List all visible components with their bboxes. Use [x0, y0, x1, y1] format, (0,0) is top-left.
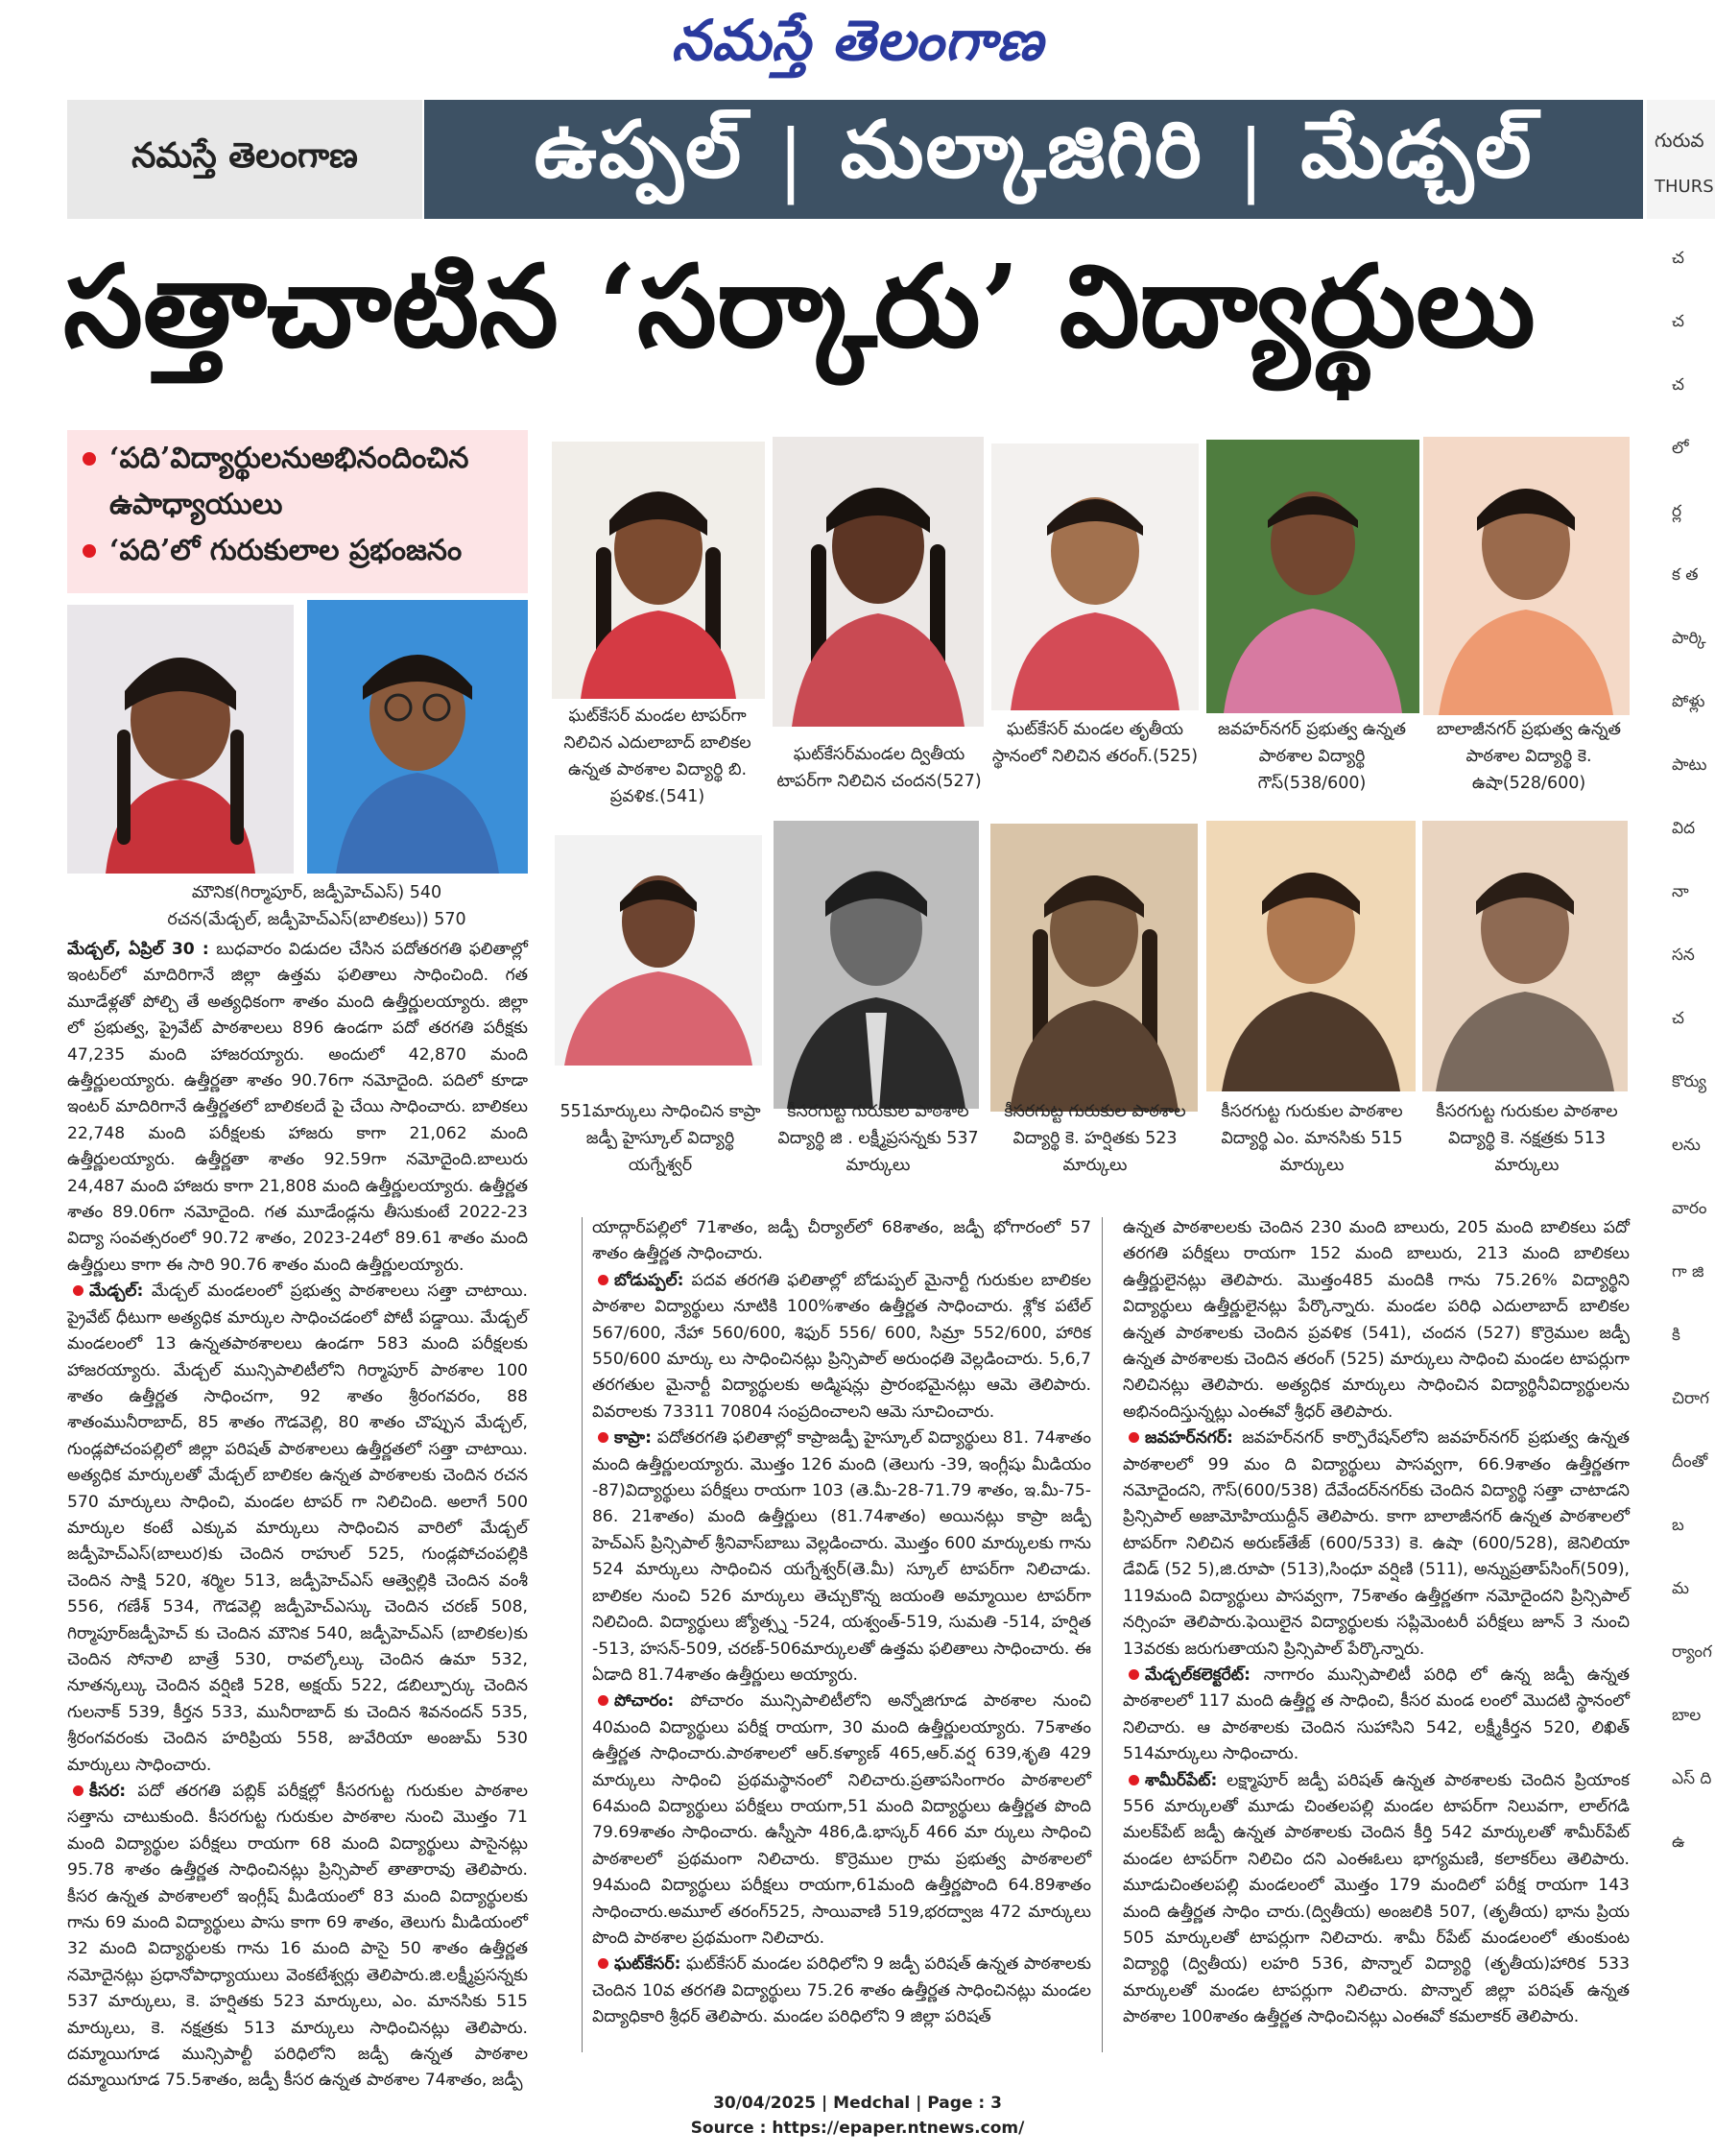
adjacent-page-fragment: విద [1672, 819, 1696, 838]
edition-date [1647, 100, 1715, 219]
adjacent-page-fragment: క త [1672, 565, 1699, 585]
article-dateline: మేడ్చల్, ఏప్రిల్ 30 : [67, 940, 209, 959]
article-paragraph [67, 1779, 528, 2095]
masthead [0, 0, 1715, 86]
student-photo-nakshatra [1422, 821, 1628, 1091]
bullet-icon [1129, 1432, 1139, 1443]
photo-caption: కీసరగుట్ట గురుకుల పాఠశాల విద్యార్థి జి . లక్ష్మీప్రసన్నకు 537 మార్కులు [777, 1102, 979, 1175]
edition-brand: నమస్తే తెలంగాణ [67, 100, 422, 219]
photo-caption: కీసరగుట్ట గురుకుల పాఠశాల విద్యార్థి ఎం. మానసికు 515 మార్కులు [1221, 1102, 1403, 1175]
article-text: ఉన్నత పాఠశాలలకు చెందిన 230 మంది బాలురు, 205 మంది బాలికలు పదో తరగతి పరీక్షలు రాయగా 152 మంది బాలురు, 213 మంది బాలికలు ఉత్తీర్ణులైనట్లు తెలిపారు. మొత్తం485 మందికి గాను 75.26% విద్యార్థిని విద్యార్థులు ఉత్తీర్ణులైనట్లు పేర్కొన్నారు. మండల పరిధి ఎదులాబాద్ బాలికల ఉన్నత పాఠశాలకు చెందిన ప్రవళిక (541), చందన (527) కొర్రెముల జడ్పీ ఉన్నత పాఠశాలకు చెందిన తరంగ్ (525) మార్కులు సాధించి మండల టాపర్లుగా నిలిచినట్లు తెలిపారు. అత్యధిక మార్కులు సాధించిన విద్యార్థినీవిద్యార్థులను అభినందిస్తున్నట్లు ఎంఈవో శ్రీధర్ తెలిపారు. [1123, 1218, 1630, 1422]
edition-area-uppal: ఉప్పల్ [534, 104, 744, 196]
bullet-icon [1129, 1775, 1139, 1785]
adjacent-page-fragment: కొర్యు [1672, 1072, 1707, 1091]
article-text: పదోతరగతి ఫలితాల్లో కాప్రాజడ్పీ హైస్కూల్ విద్యార్థులు 81. 74శాతం మంది ఉత్తీర్ణులయ్యారు. మొత్తం 126 మంది (తెలుగు -39, ఇంగ్లీషు మీడియం -87)విద్యార్థులు పరీక్షలు రాయగా 103 (తె.మీ-28-71.79 శాతం, ఇ.మీ-75-86. 21శాతం) మంది ఉత్తీర్ణులు (81.74శాతం) అయినట్లు కాప్రా జడ్పీ హెచ్ఎస్ ప్రిన్సిపాల్ శ్రీనివాస్‌బాబు వెల్లడించారు. మొత్తం 600 మార్కులకు గాను 524 మార్కులు సాధించిన యగ్నేశ్వర్(తె.మీ) స్కూల్ టాపర్‌గా నిలిచాడు. బాలికల నుంచి 526 మార్కులు తెచ్చుకొన్న జయంతి అమ్మాయిల టాపర్‌గా నిలిచింది. విద్యార్థులు జ్యోత్స్న -524, యశ్వంత్-519, సుమతి -514, హర్షిత -513, హసన్-509, చరణ్-506మార్కులతో ఉత్తమ ఫలితాలు సాధించారు. ఈ ఏడాది 81.74శాతం ఉత్తీర్ణులు అయ్యారు. [592, 1428, 1091, 1685]
footer-source: Source : https://epaper.ntnews.com/ [690, 2119, 1025, 2138]
adjacent-page-fragment: పాటు [1672, 755, 1707, 775]
bullet-icon [598, 1275, 608, 1285]
adjacent-page-fragment: బ [1672, 1516, 1684, 1535]
article-text: జవహర్‌నగర్ కార్పొరేషన్‌లోని జవహర్‌నగర్ ప్రభుత్వ ఉన్నత పాఠశాలలో 99 మం ది విద్యార్థులు పాసవ్వగా, 66.9శాతం ఉత్తీర్ణతగా నమోదైందని, గౌస్(600/538) దేవేందర్‌నగర్‌కు చెందిన విద్యార్థి సత్తా చాటాడని ప్రిన్సిపాల్ అజామోహియుద్దీన్ తెలిపారు. కాగా బాలాజీనగర్ ఉన్నత పాఠశాలలో టాపర్‌గా నిలిచిన అరుణ్‌తేజ్ (600/533) కె. ఉషా (600/528), జెనిలియా డేవిడ్ (52 5),జి.రూపా (513),సింధూ వర్షిణి (511), అన్నుప్రతాప్‌సింగ్(509), 119మంది విద్యార్థులు పాసవ్వగా, 75శాతం ఉత్తీర్ణతగా నమోదైందని ప్రిన్సిపాల్ నర్సింహ తెలిపారు.ఫెయిలైన విద్యార్థులకు సప్లిమెంటరీ పరీక్షలు జూన్ 3 నుంచి 13వరకు జరుగుతాయని ప్రిన్సిపాల్ పేర్కొన్నారు. [1123, 1428, 1630, 1659]
adjacent-page-fragment: ఎస్ ది [1672, 1769, 1712, 1788]
edition-separator: | [777, 113, 806, 205]
article-paragraph [1123, 1215, 1630, 1425]
article-paragraph [592, 1952, 1091, 2030]
adjacent-page-fragment: నా [1672, 882, 1689, 901]
photo-caption: ఘట్‌కేసర్ మండల తృతీయ స్థానంలో నిలిచిన తరంగ్.(525) [991, 720, 1199, 766]
adjacent-page-fragment: దీంతో [1672, 1452, 1708, 1472]
article-dateline: మేడ్చల్: [89, 1282, 144, 1302]
photo-caption [115, 879, 518, 933]
bullet-icon [83, 544, 96, 558]
adjacent-page-fragment: ర్ల [1672, 502, 1682, 521]
edition-area-malkajgiri: మల్కాజిగిరి [840, 104, 1203, 196]
photo-caption: 551మార్కులు సాధించిన కాప్రా జడ్పీ హైస్కూల్ విద్యార్థి యగ్నేశ్వర్ [560, 1102, 761, 1175]
bullet-icon [598, 1695, 608, 1706]
article-paragraph [67, 1279, 528, 1779]
photo-caption: ఘట్‌కేసర్‌మండల ద్వితీయ టాపర్‌గా నిలిచిన చందన(527) [776, 745, 982, 791]
edition-separator: | [1237, 113, 1267, 205]
edition-areas [424, 100, 1643, 219]
edition-date-english: THURS [1655, 177, 1714, 197]
adjacent-page-fragment: పోళ్లు [1672, 692, 1705, 711]
article-paragraph [1123, 1663, 1630, 1768]
adjacent-page-fragment: బాల [1672, 1706, 1702, 1725]
article-paragraph [67, 937, 528, 1279]
article-paragraph [592, 1268, 1091, 1425]
adjacent-page-fragment: గా జి [1672, 1262, 1704, 1282]
adjacent-page-fragment: ఉ [1672, 1833, 1685, 1852]
bullet-icon [598, 1958, 608, 1969]
bullet-icon [598, 1432, 608, 1443]
photo-caption: ఘట్‌కేసర్ మండల టాపర్‌గా నిలిచిన ఎదులాబాద్ బాలికల ఉన్నత పాఠశాల విద్యార్థి బి. ప్రవళిక.(541) [563, 707, 751, 806]
footer-page-info: 30/04/2025 | Medchal | Page : 3 [713, 2094, 1002, 2113]
headline: సత్తాచాటిన ‘సర్కారు’ విద్యార్థులు [63, 239, 1536, 372]
student-photo-tarang [991, 443, 1199, 710]
adjacent-page-text [1672, 227, 1715, 1874]
caption-line: రచన(మేడ్చల్, జడ్పీహెచ్ఎస్(బాలికలు)) 570 [167, 910, 466, 929]
article-column-2 [592, 1215, 1091, 2060]
adjacent-page-fragment: చ [1672, 312, 1684, 331]
article-text: పదవ తరగతి ఫలితాల్లో బోడుప్పల్ మైనార్టీ గురుకుల బాలికల పాఠశాల విద్యార్థులు నూటికి 100%శాతం ఉత్తీర్ణత సాధించారు. శ్లోక పటేల్ 567/600, నేహా 560/600, శిఫుర్ 556/ 600, సిమ్రా 552/600, హారిక 550/600 మార్కు లు సాధించినట్లు ప్రిన్సిపాల్ అరుంధతి వెల్లడించారు. 5,6,7 తరగతుల మైనార్టీ విద్యార్థులకు అడ్మిషన్లు ప్రారంభమైనట్లు ఆమె తెలిపారు. వివరాలకు 73311 70804 సంప్రదించాలని ఆమె సూచించారు. [592, 1270, 1091, 1422]
student-photo-lakshmiprasanna [774, 821, 979, 1109]
article-paragraph [592, 1689, 1091, 1952]
edition-date-telugu: గురువ [1655, 129, 1704, 152]
article-paragraph [592, 1215, 1091, 1268]
column-divider [582, 1217, 583, 2052]
photo-caption: కీసరగుట్ట గురుకుల పాఠశాల విద్యార్థి కె. హర్షితకు 523 మార్కులు [1004, 1102, 1186, 1175]
bullet-icon [1129, 1669, 1139, 1680]
adjacent-page-fragment: వారం [1672, 1199, 1707, 1218]
article-dateline: జవహర్‌నగర్: [1145, 1428, 1233, 1449]
caption-line: మౌనిక(గిర్మాపూర్, జడ్పీహెచ్ఎస్) 540 [191, 883, 442, 902]
student-photo-yagneshwar [555, 835, 762, 1066]
adjacent-page-fragment: చ [1672, 1009, 1684, 1028]
adjacent-page-fragment: సన [1672, 946, 1695, 965]
article-text: లక్ష్మాపూర్ జడ్పీ పరిషత్ ఉన్నత పాఠశాలకు చెందిన ప్రియాంక 556 మార్కులతో మూడు చింతలపల్లి మండల టాపర్‌గా నిలువగా, లాల్‌గడి మలక్‌పేట్ జడ్పీ ఉన్నత పాఠశాలకు చెందిన కీర్తి 542 మార్కులతో శామీర్‌పేట్ మండల టాపర్‌గా నిలిచిం దని ఎంఈఓలు భాగ్యమణి, కలాకర్‌లు తెలిపారు. మూడుచింతలపల్లి మండలంలో మొత్తం 179 మందిలో పరీక్ష రాయగా 143 మంది ఉత్తీర్ణత సాధిం చారు.(ద్వితీయ) అంజలికి 507, (తృతీయ) భాను ప్రియ 505 మార్కులతో టాపర్లుగా నిలిచారు. శామీ ర్‌పేట్ మండలంలో తుంకుంట విద్యార్థి (ద్వితీయ) లహరి 536, పొన్నాల్ విద్యార్థి (తృతీయ)హారిక 533 మార్కులతో మండల టాపర్లుగా నిలిచారు. పొన్నాల్ జిల్లా పరిషత్ ఉన్నత పాఠశాల 100శాతం ఉత్తీర్ణత సాధించినట్లు ఎంఈవో కమలాకర్ తెలిపారు. [1123, 1770, 1630, 2027]
article-column-3 [1123, 1215, 1630, 2060]
bullet-icon [73, 1285, 83, 1296]
article-dateline: పోచారం: [614, 1691, 675, 1712]
article-text: పదో తరగతి పబ్లిక్ పరీక్షల్లో కీసరగుట్ట గురుకుల పాఠశాల సత్తాను చాటుకుంది. కీసరగుట్ట గురుకుల పాఠశాల నుంచి మొత్తం 71 మంది విద్యార్థుల పరీక్షలు రాయగా 68 మంది విద్యార్థులు పాసైనట్లు 95.78 శాతం ఉత్తీర్ణత సాధించినట్లు ప్రిన్సిపాల్ తాతారావు తెలిపారు. కీసర ఉన్నత పాఠశాలలో ఇంగ్లీష్ మీడియంలో 83 మంది విద్యార్థులకు గాను 69 మంది విద్యార్థులు పాసు కాగా 69 శాతం, తెలుగు మీడియంలో 32 మంది విద్యార్థులకు గాను 16 మంది పాసై 50 శాతం ఉత్తీర్ణత నమోదైనట్లు ప్రధానోపాధ్యాయులు వెంకటేశ్వర్లు తెలిపారు.జి.లక్ష్మీప్రసన్నకు 537 మార్కులు, కె. హర్షితకు 523 మార్కులు, ఎం. మానసికు 515 మార్కులు, కె. నక్షత్రకు 513 మార్కులు సాధించినట్లు తెలిపారు. దమ్మాయిగూడ మున్సిపాల్టీ పరిధిలోని జడ్పీ ఉన్నత పాఠశాల దమ్మాయిగూడ 75.5శాతం, జడ్పీ కీసర ఉన్నత పాఠశాల 74శాతం, జడ్పీ [67, 1782, 528, 2091]
masthead-title: నమస్తే తెలంగాణ [671, 8, 1044, 73]
adjacent-page-fragment: లను [1672, 1136, 1701, 1155]
highlight-text: ‘పది’విద్యార్థులనుఅభినందించిన ఉపాధ్యాయులు [109, 442, 469, 521]
article-dateline: మేడ్చల్‌కలెక్టరేట్: [1145, 1665, 1251, 1685]
adjacent-page-fragment: చ [1672, 375, 1684, 395]
student-photo-harshitha [990, 824, 1198, 1112]
highlight-item [77, 436, 528, 528]
highlight-text: ‘పది’లో గురుకులాల ప్రభంజనం [109, 534, 463, 567]
edition-area-medchal: మేడ్చల్ [1300, 104, 1534, 196]
bullet-icon [83, 452, 96, 466]
article-text: నాగారం మున్సిపాలిటీ పరిధి లో ఉన్న జడ్పీ ఉన్నత పాఠశాలలో 117 మంది ఉత్తీర్ణ త సాధించి, కీసర మండ లంలో మొదటి స్థానంలో నిలిచారు. ఆ పాఠశాలకు చెందిన సుహాసిని 542, లక్ష్మీకీర్తన 520, లిఖిత్ 514మార్కులు సాధించారు. [1123, 1665, 1630, 1764]
highlight-item [77, 528, 528, 574]
article-text: ఘట్‌కేసర్ మండల పరిధిలోని 9 జడ్పీ పరిషత్ ఉన్నత పాఠశాలకు చెందిన 10వ తరగతి విద్యార్థులు 75.26 శాతం ఉత్తీర్ణత సాధించినట్లు మండల విద్యాధికారి శ్రీధర్ తెలిపారు. మండల పరిధిలోని 9 జిల్లా పరిషత్ [592, 1954, 1091, 2027]
adjacent-page-strip [1672, 227, 1715, 1916]
page-footer [0, 2091, 1715, 2141]
student-photo-rachana [307, 600, 528, 874]
student-photo-gous [1206, 440, 1419, 713]
adjacent-page-fragment: కి [1672, 1326, 1680, 1345]
photo-caption: జవహర్‌నగర్ ప్రభుత్వ ఉన్నత పాఠశాల విద్యార్థి గౌస్(538/600) [1218, 720, 1406, 793]
photo-caption: కీసరగుట్ట గురుకుల పాఠశాల విద్యార్థి కె. నక్షత్రకు 513 మార్కులు [1436, 1102, 1618, 1175]
adjacent-page-fragment: చ [1672, 249, 1684, 268]
article-text: మేడ్చల్ మండలంలో ప్రభుత్వ పాఠశాలలు సత్తా చాటాయి. ప్రైవేట్ ధీటుగా అత్యధిక మార్కుల సాధించడంలో పోటీ పడ్డాయి. మేడ్చల్ మండలంలో 13 ఉన్నతపాఠశాలలు ఉండగా 583 మంది పరీక్షలకు హాజరయ్యారు. మేడ్చల్ మున్సిపాలిటీలోని గిర్మాపూర్ పాఠశాల 100 శాతం ఉత్తీర్ణత సాధించగా, 92 శాతం శ్రీరంగవరం, 88 శాతంమునీరాబాద్, 85 శాతం గౌడవెల్లి, 80 శాతం చొప్పున మేడ్చల్, గుండ్లపోచంపల్లిలో జిల్లా పరిషత్ పాఠశాలలు ఉత్తీర్ణతలో సత్తా చాటాయి. అత్యధిక మార్కులతో మేడ్చల్ బాలికల ఉన్నత పాఠశాలకు చెందిన రచన 570 మార్కులు సాధించి, మండల టాపర్ గా నిలిచింది. అలాగే 500 మార్కుల కంటే ఎక్కువ మార్కులు సాధించిన వారిలో మేడ్చల్ జడ్పీహెచ్ఎస్(బాలుర)కు చెందిన రాహుల్ 525, గుండ్లపోచంపల్లికి చెందిన సాక్షి 520, శర్మిల 513, జడ్పీహెచ్ఎస్ ఆత్వెల్లికి చెందిన వంశీ 556, గణేశ్ 534, గౌడవెల్లి జడ్పీహెచ్ఎస్కు చెందిన చరణ్ 508, గిర్మాపూర్‌జడ్పీహెచ్ కు చెందిన మౌనిక 540, జడ్పీహెచ్ఎస్ (బాలికల)కు చెందిన సోనాలి బాత్రే 530, రావల్కోల్కు చెందిన ఉమా 532, నూతన్కల్కు చెందిన వర్షిణి 528, అక్షయ్ 522, డబిల్పూర్కు చెందిన గులనాక్ 539, కీర్తన 533, మునీరాబాద్ కు చెందిన శివనందన్ 535, శ్రీరంగవరంకు చెందిన హరిప్రియ 558, జువేరియా అంజుమ్ 530 మార్కులు సాధించారు. [67, 1282, 528, 1775]
article-paragraph [1123, 1425, 1630, 1663]
article-text: పోచారం మున్సిపాలిటీలోని అన్నోజిగూడ పాఠశాల నుంచి 40మంది విద్యార్థులు పరీక్ష రాయగా, 30 మంది ఉత్తీర్ణులయ్యారు. 75శాతం ఉత్తీర్ణత సాధించారు.పాఠశాలలో ఆర్.కళ్యాణ్ 465,ఆర్.వర్ష 639,శృతి 429 మార్కులు సాధించి ప్రథమస్థానంలో నిలిచారు.ప్రతాపసింగారం పాఠశాలలో 64మంది విద్యార్థులు పరీక్షలు రాయగా,51 మంది విద్యార్థులు ఉత్తీర్ణత పొంది 79.69శాతం సాధించారు. ఉస్నీసా 486,డి.భాస్కర్ 466 మా ర్కులు సాధించి పాఠశాలలో ప్రథమంగా నిలిచారు. కొర్రెముల గ్రామ ప్రభుత్వ పాఠశాలలో 94మంది విద్యార్థులు పరీక్షలు రాయగా,61మంది ఉత్తీర్ణపొంది 64.89శాతం సాధించారు.అమూల్ తరంగ్525, సాయివాణి 519,భరద్వాజ 472 మార్కులు పొంది పాఠశాల ప్రథమంగా నిలిచారు. [592, 1691, 1091, 1948]
adjacent-page-fragment: చిరాగ [1672, 1389, 1709, 1408]
article-paragraph [592, 1425, 1091, 1689]
student-photo-usha [1423, 437, 1630, 715]
edition-bar [67, 100, 1715, 219]
article-dateline: ఘట్‌కేసర్: [614, 1954, 681, 1975]
article-paragraph [1123, 1768, 1630, 2031]
article-text: యాద్గార్‌పల్లిలో 71శాతం, జడ్పీ చీర్యాల్‌లో 68శాతం, జడ్పీ భోగారంలో 57 శాతం ఉత్తీర్ణత సాధించారు. [592, 1218, 1091, 1264]
student-photo-chandana [773, 437, 984, 727]
article-text: బుధవారం విడుదల చేసిన పదోతరగతి ఫలితాల్లో ఇంటర్‌లో మాదిరిగానే జిల్లా ఉత్తమ ఫలితాలు సాధించింది. గత మూడేళ్లతో పోల్చి తే అత్యధికంగా శాతం మంది ఉత్తీర్ణులయ్యారు. జిల్లా లో ప్రభుత్వ, ప్రైవేట్ పాఠశాలలు 896 ఉండగా పదో తరగతి పరీక్షకు 47,235 మంది హాజరయ్యారు. అందులో 42,870 మంది ఉత్తీర్ణులయ్యారు. ఉత్తీర్ణతా శాతం 90.76గా నమోదైంది. పదిలో కూడా ఇంటర్ మాదిరిగానే ఉత్తీర్ణతలో బాలికలదే పై చేయి సాధించారు. బాలికలు 22,748 మంది పరీక్షలకు హాజరు కాగా 21,062 మంది ఉత్తీర్ణులయ్యారు. ఉత్తీర్ణతా శాతం 92.59గా నమోదైంది.బాలురు 24,487 మంది హాజరు కాగా 21,808 మంది ఉత్తీర్ణులయ్యారు. ఉత్తీర్ణత శాతం 89.06గా నమోదైంది. గత మూడేండ్లను తీసుకుంటే 2022-23 విద్యా సంవత్సరంలో 90.72 శాతం, 2023-24లో 89.61 శాతం మంది ఉత్తీర్ణులు కాగా ఈ సారి 90.76 శాతం మంది ఉత్తీర్ణులయ్యారు. [67, 940, 528, 1275]
bullet-icon [73, 1785, 83, 1796]
article-dateline: కీసర: [89, 1782, 127, 1801]
article-dateline: శామీర్‌పేట్: [1145, 1770, 1218, 1790]
article-column-1 [67, 937, 528, 2091]
student-photo-pravalika [552, 442, 765, 699]
adjacent-page-fragment: లో [1672, 439, 1689, 458]
article-dateline: కాప్రా: [614, 1428, 652, 1449]
column-divider [1102, 1217, 1103, 2052]
adjacent-page-fragment: ర్యాంగ [1672, 1642, 1712, 1662]
photo-caption: బాలాజీనగర్ ప్రభుత్వ ఉన్నత పాఠశాల విద్యార్థి కె. ఉషా(528/600) [1436, 720, 1622, 793]
adjacent-page-fragment: పార్కి [1672, 629, 1706, 648]
student-photo-mounika [67, 605, 294, 874]
article-dateline: బోడుప్పల్: [614, 1270, 684, 1290]
student-photo-manasi [1206, 821, 1416, 1091]
highlights-box [67, 430, 528, 593]
adjacent-page-fragment: మ [1672, 1579, 1689, 1598]
